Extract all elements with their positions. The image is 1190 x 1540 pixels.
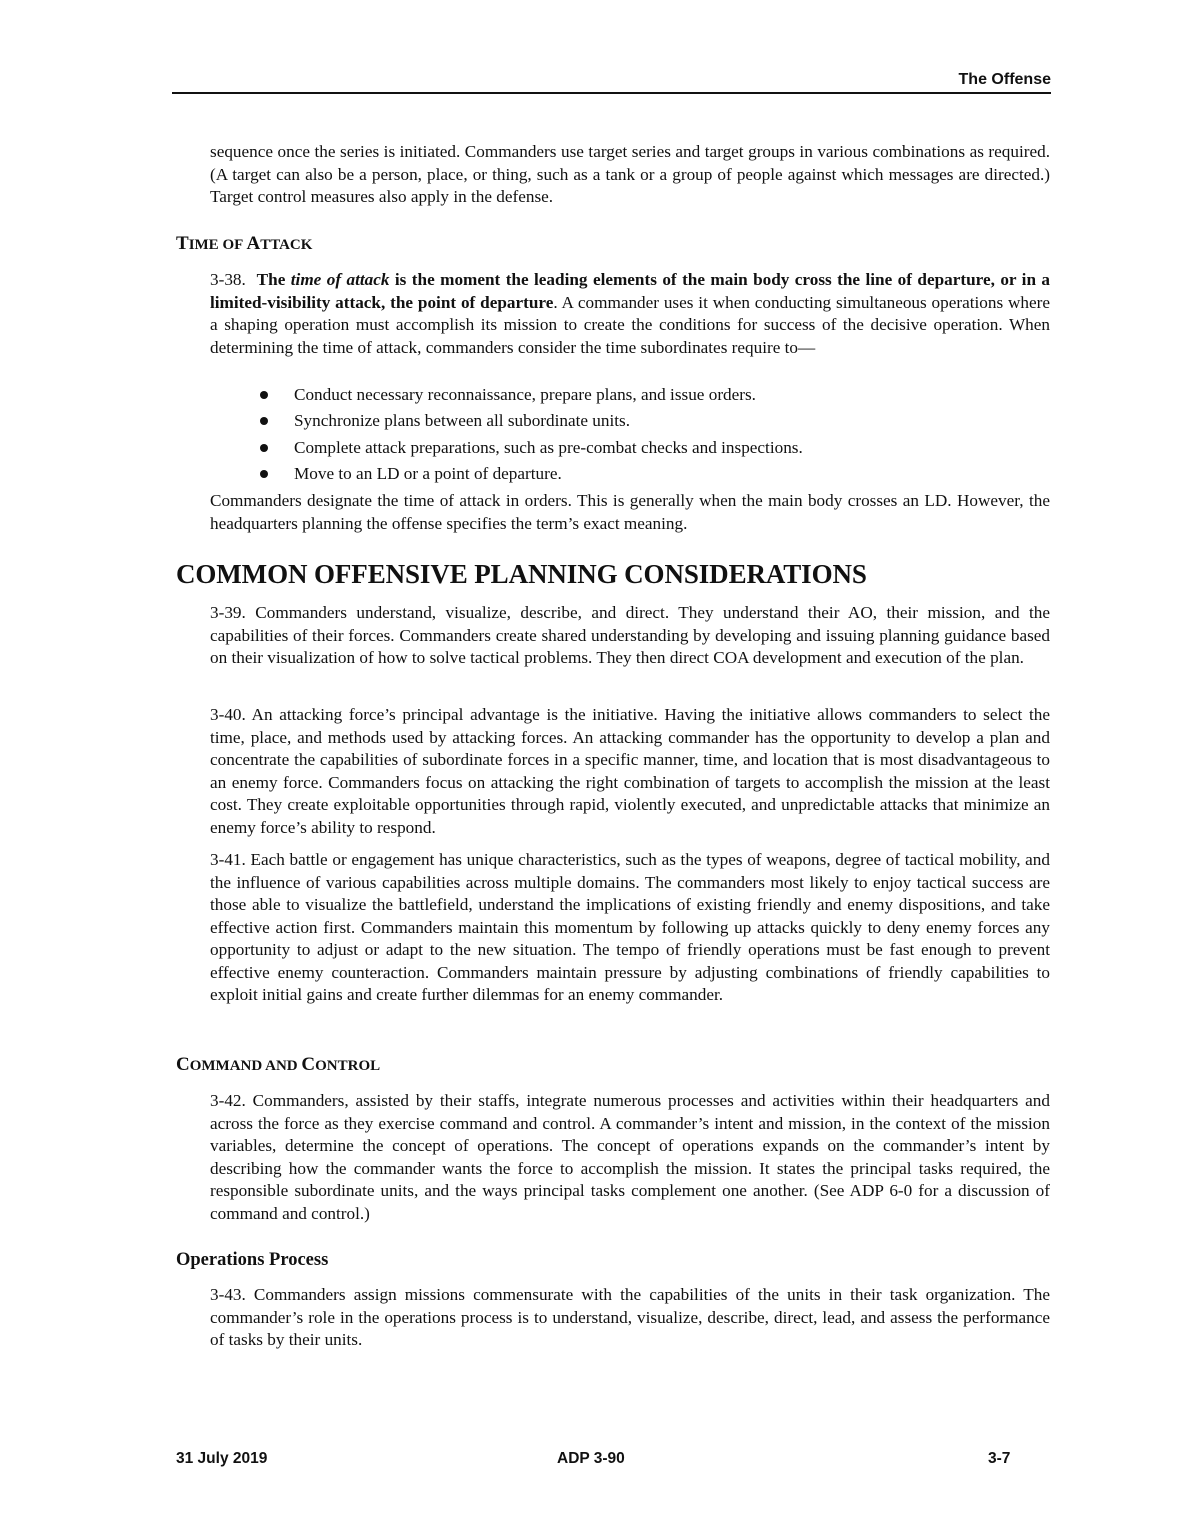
paragraph-number: 3-38. xyxy=(210,270,246,289)
paragraph-3-38 xyxy=(210,269,1050,359)
paragraph-body: . A commander uses it when conducting simultaneous operations where a shaping operation must accomplish its mission to create the conditions for success of the decisive operation. When determining the time of attack, commanders consider the time subordinates require to— xyxy=(210,292,1050,357)
heading-time-of-attack xyxy=(176,233,312,255)
bullet-icon xyxy=(260,470,268,478)
heading-command-and-control xyxy=(176,1054,380,1076)
defined-term: time of attack xyxy=(290,270,390,289)
list-item-text: Synchronize plans between all subordinate units. xyxy=(294,411,631,431)
paragraph-3-42: 3-42. Commanders, assisted by their staffs, integrate numerous processes and activities within their headquarters and across the force as they exercise command and control. A commander’s intent and mission, in the context of the mission variables, determine the concept of operations. The concept of operations expands on the commander’s intent by describing how the commander wants the force to accomplish the mission. It states the principal tasks required, the responsible subordinate units, and the ways principal tasks complement one another. (See ADP 6-0 for a discussion of command and control.) xyxy=(210,1091,1050,1223)
list-item xyxy=(258,410,1058,436)
heading-cap: C xyxy=(176,1054,190,1075)
list-item-text: Complete attack preparations, such as pre-combat checks and inspections. xyxy=(294,437,803,457)
heading-cap: C xyxy=(301,1054,316,1075)
footer-publication: ADP 3-90 xyxy=(557,1450,625,1467)
paragraph-3-41: 3-41. Each battle or engagement has unique characteristics, such as the types of weapons, degree of tactical mobility, and the influence of various capabilities across multiple domains. The commanders most likely to enjoy tactical success are those able to visualize the battlefield, understand the implications of existing friendly and enemy dispositions, and take effective action first. Commanders maintain this momentum by following up attacks quickly to deny enemy forces any opportunity to adjust or adapt to the new situation. The tempo of friendly operations must be fast enough to prevent effective enemy counteraction. Commanders maintain pressure by adjusting combinations of friendly capabilities to exploit initial gains and create further dilemmas for an enemy commander. xyxy=(210,850,1050,1004)
time-of-attack-closing: Commanders designate the time of attack in orders. This is generally when the main body crosses an LD. However, the headquarters planning the offense specifies the term’s exact meaning. xyxy=(210,491,1050,533)
list-item-text: Conduct necessary reconnaissance, prepare plans, and issue orders. xyxy=(294,385,756,404)
list-item xyxy=(258,384,1058,410)
heading-cap: T xyxy=(176,233,189,254)
list-item xyxy=(258,437,1058,463)
heading-operations-process: Operations Process xyxy=(176,1250,329,1270)
definition-lead: The xyxy=(256,270,286,289)
heading-smallcaps: OMMAND AND xyxy=(189,1058,302,1074)
definition-text: is the moment the leading elements of the main body cross the line of departure, or in a limited-visibility attack, the point of departure xyxy=(210,270,1051,312)
running-header: The Offense xyxy=(172,70,1051,94)
footer-page-number: 3-7 xyxy=(988,1450,1011,1467)
heading-cap: A xyxy=(246,233,261,254)
heading-smallcaps: IME OF xyxy=(188,237,247,253)
footer-date: 31 July 2019 xyxy=(176,1450,268,1467)
intro-paragraph: sequence once the series is initiated. Commanders use target series and target groups in various combinations as required. (A target can also be a person, place, or thing, such as a tank or a group of people against which messages are directed.) Target control measures also apply in the defense. xyxy=(210,142,1050,206)
paragraph-3-39: 3-39. Commanders understand, visualize, describe, and direct. They understand their AO, their mission, and the capabilities of their forces. Commanders create shared understanding by developing and issuing planning guidance based on their visualization of how to solve tactical problems. They then direct COA development and execution of the plan. xyxy=(210,603,1050,667)
bullet-icon xyxy=(260,391,268,399)
paragraph-3-40: 3-40. An attacking force’s principal advantage is the initiative. Having the initiative allows commanders to select the time, place, and methods used by attacking forces. An attacking commander has the opportunity to develop a plan and concentrate the capabilities of subordinate forces in a specific manner, time, and location that is most disadvantageous to an enemy force. Commanders focus on attacking the right combination of targets to accomplish the mission at the least cost. They create exploitable opportunities through rapid, violently executed, and unpredictable attacks that minimize an enemy force’s ability to respond. xyxy=(210,705,1050,837)
list-item xyxy=(258,463,1058,489)
paragraph-3-43: 3-43. Commanders assign missions commensurate with the capabilities of the units in their task organization. The commander’s role in the operations process is to understand, visualize, describe, direct, lead, and assess the performance of tasks by their units. xyxy=(210,1285,1050,1349)
heading-smallcaps: TTACK xyxy=(260,237,313,253)
section-heading: COMMON OFFENSIVE PLANNING CONSIDERATIONS xyxy=(176,559,867,589)
bullet-list xyxy=(258,384,1058,489)
heading-smallcaps: ONTROL xyxy=(315,1058,381,1074)
bullet-icon xyxy=(260,444,268,452)
list-item-text: Move to an LD or a point of departure. xyxy=(294,463,562,483)
bullet-icon xyxy=(260,417,268,425)
